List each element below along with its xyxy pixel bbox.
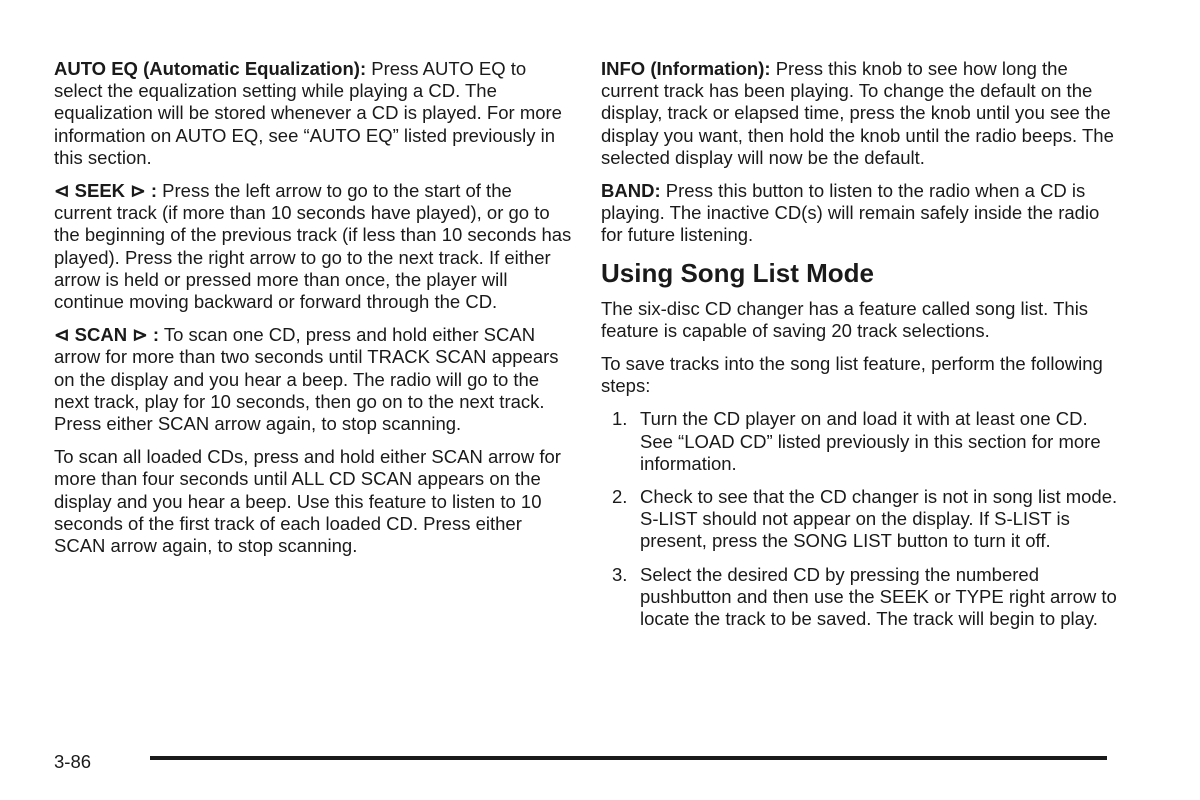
auto-eq-label: AUTO EQ (Automatic Equalization): (54, 58, 367, 79)
steps-intro: To save tracks into the song list feature, perform the following steps: (601, 353, 1103, 397)
seek-paragraph (54, 180, 574, 313)
scan-left-arrow-icon: ⊲ (54, 324, 70, 346)
band-label: BAND: (601, 180, 661, 202)
seek-text: Press the left arrow to go to the start of the current track (if more than 10 seconds have played), or go to the beginning of the previous track (if less than 10 seconds has played). Press the right arrow to go to the next track. If either arrow is held or pressed more than once, the player will continue moving backward or forward through the CD. (54, 180, 572, 313)
left-column (54, 58, 574, 568)
seek-left-arrow-icon: ⊲ (54, 180, 70, 202)
scan-colon: : (152, 324, 160, 346)
band-text: Press this button to listen to the radio when a CD is playing. The inactive CD(s) will remain safely inside the radio for future listening. (601, 180, 1100, 246)
scan-right-arrow-icon: ⊳ (132, 324, 148, 346)
info-text: Press this knob to see how long the current track has been playing. To change the default on the display, track or elapsed time, press the knob until you see the display you want, then hold the knob until the radio beeps. The selected display will now be the default. (601, 58, 1114, 168)
auto-eq-text: Press AUTO EQ to select the equalization setting while playing a CD. The equalization will be stored whenever a CD is played. For more information on AUTO EQ, see “AUTO EQ” listed previously in this section. (54, 58, 562, 168)
scan-text: To scan one CD, press and hold either SCAN arrow for more than two seconds until TRACK SCAN appears on the display and you hear a beep. The radio will go to the next track, play for 10 seconds, then go on to the next track. Press either SCAN arrow again, to stop scanning. (54, 324, 559, 435)
step-number: 3. (612, 563, 628, 585)
page-number: 3-86 (54, 751, 92, 772)
step-text: Check to see that the CD changer is not in song list mode. S-LIST should not appear on the display. If S-LIST is present, press the SONG LIST button to turn it off. (640, 486, 1118, 552)
right-column (601, 58, 1121, 641)
song-list-intro: The six-disc CD changer has a feature called song list. This feature is capable of saving 20 track selections. (601, 297, 1089, 341)
list-item (601, 408, 1121, 475)
section-heading: Using Song List Mode (601, 257, 874, 288)
scan-all-paragraph: To scan all loaded CDs, press and hold either SCAN arrow for more than four seconds until ALL CD SCAN appears on the display and you hear a beep. Use this feature to listen to 10 seconds of the first track of each loaded CD. Press either SCAN arrow again, to stop scanning. (54, 446, 561, 557)
info-label: INFO (Information): (601, 58, 771, 79)
scan-label: SCAN (74, 324, 128, 346)
step-number: 1. (612, 408, 628, 430)
auto-eq-paragraph (54, 58, 574, 169)
seek-label: SEEK (74, 180, 126, 202)
band-paragraph (601, 180, 1121, 247)
list-item (601, 564, 1121, 631)
seek-colon: : (150, 180, 158, 202)
info-paragraph (601, 58, 1121, 169)
seek-right-arrow-icon: ⊳ (130, 180, 146, 202)
list-item (601, 486, 1121, 553)
step-text: Select the desired CD by pressing the numbered pushbutton and then use the SEEK or TYPE right arrow to locate the track to be saved. The track will begin to play. (640, 563, 1117, 630)
scan-paragraph (54, 324, 574, 435)
steps-list (601, 408, 1121, 630)
step-number: 2. (612, 486, 628, 508)
footer-rule (150, 756, 1107, 760)
step-text: Turn the CD player on and load it with at least one CD. See “LOAD CD” listed previously in this section for more information. (640, 408, 1101, 474)
